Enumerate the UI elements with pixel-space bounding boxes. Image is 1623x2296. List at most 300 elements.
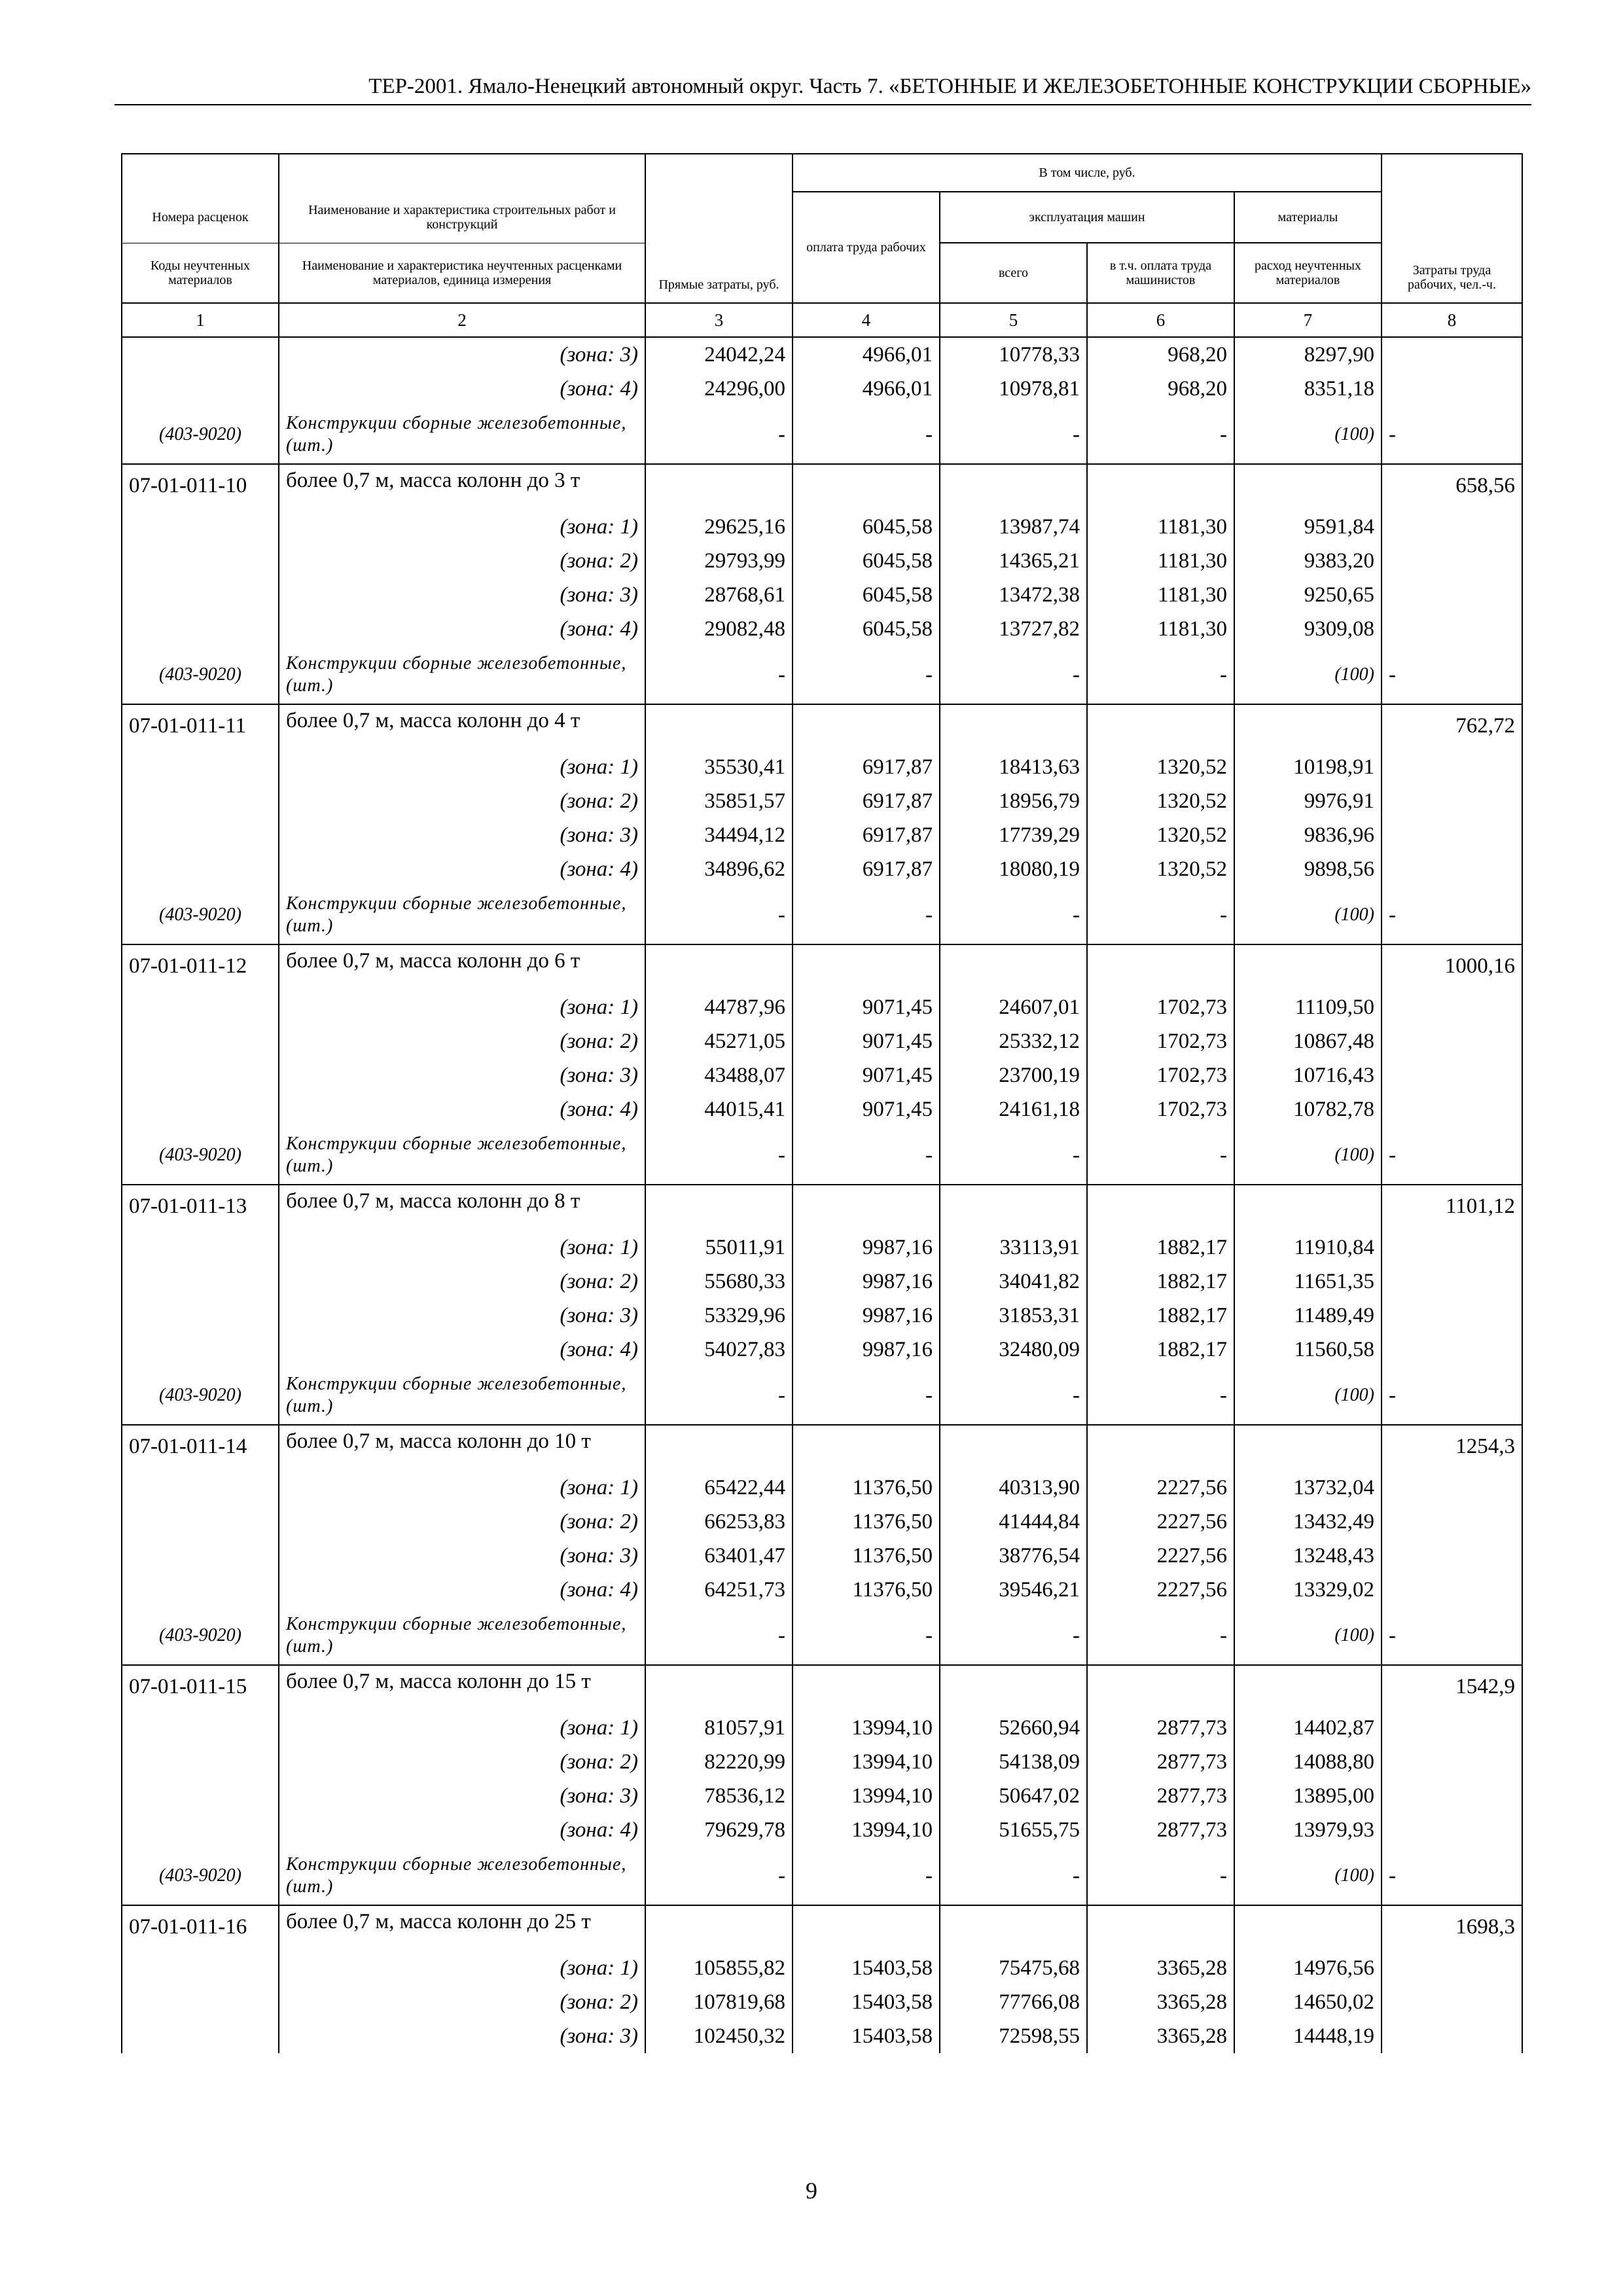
- machines-total-cell: 41444,84: [940, 1505, 1087, 1539]
- materials-cell: 9383,20: [1234, 544, 1382, 578]
- empty-cell: [793, 944, 940, 990]
- machines-total-cell: 51655,75: [940, 1813, 1087, 1847]
- zone-row: [122, 1573, 1522, 1607]
- empty-cell: [645, 704, 793, 750]
- direct-costs-cell: 55680,33: [645, 1265, 793, 1299]
- zone-label: (зона: 3): [279, 578, 645, 612]
- dash-cell: -: [793, 1126, 940, 1185]
- header-codes-top: Номера расценок: [122, 192, 279, 243]
- labor-costs-cell: [1382, 1505, 1522, 1539]
- direct-costs-cell: 28768,61: [645, 578, 793, 612]
- zone-row: [122, 1539, 1522, 1573]
- rate-title: более 0,7 м, масса колонн до 3 т: [279, 464, 645, 510]
- zone-row: [122, 818, 1522, 852]
- machines-labor-cell: 968,20: [1087, 337, 1234, 372]
- rate-code: 07-01-011-13: [122, 1185, 279, 1230]
- labor-pay-cell: 13994,10: [793, 1813, 940, 1847]
- dash-cell: -: [1087, 1126, 1234, 1185]
- empty-cell: [645, 1185, 793, 1230]
- zone-label: (зона: 2): [279, 1985, 645, 2019]
- empty-cell: [793, 704, 940, 750]
- zone-row: [122, 1058, 1522, 1092]
- machines-total-cell: 10978,81: [940, 372, 1087, 406]
- dash-cell: -: [1087, 1847, 1234, 1905]
- labor-costs-cell: [1382, 510, 1522, 544]
- dash-cell: -: [1382, 1607, 1522, 1665]
- material-row: [122, 1126, 1522, 1185]
- labor-costs-value: 658,56: [1382, 464, 1522, 510]
- labor-costs-cell: [1382, 1779, 1522, 1813]
- direct-costs-cell: 63401,47: [645, 1539, 793, 1573]
- rate-title-row: [122, 944, 1522, 990]
- material-row: [122, 1367, 1522, 1425]
- material-name: Конструкции сборные железобетонные, (шт.): [279, 886, 645, 944]
- material-name: Конструкции сборные железобетонные, (шт.): [279, 1607, 645, 1665]
- column-number: 4: [793, 303, 940, 337]
- machines-total-cell: 40313,90: [940, 1471, 1087, 1505]
- dash-cell: -: [940, 1126, 1087, 1185]
- labor-pay-cell: 6917,87: [793, 750, 940, 784]
- direct-costs-cell: 81057,91: [645, 1711, 793, 1745]
- zone-label: (зона: 3): [279, 818, 645, 852]
- empty-cell: [1234, 1905, 1382, 1951]
- machines-labor-cell: 1882,17: [1087, 1333, 1234, 1367]
- zone-row: [122, 990, 1522, 1024]
- empty-cell: [645, 464, 793, 510]
- rate-title: более 0,7 м, масса колонн до 4 т: [279, 704, 645, 750]
- material-consumption: (100): [1234, 406, 1382, 464]
- machines-labor-cell: 1320,52: [1087, 852, 1234, 886]
- machines-total-cell: 13727,82: [940, 612, 1087, 646]
- machines-labor-cell: 968,20: [1087, 372, 1234, 406]
- zone-label: (зона: 2): [279, 544, 645, 578]
- materials-cell: 9309,08: [1234, 612, 1382, 646]
- material-code: (403-9020): [122, 1847, 279, 1905]
- rate-title-row: [122, 1425, 1522, 1471]
- zone-row: [122, 1024, 1522, 1058]
- machines-total-cell: 14365,21: [940, 544, 1087, 578]
- direct-costs-cell: 54027,83: [645, 1333, 793, 1367]
- zone-label: (зона: 2): [279, 1745, 645, 1779]
- zone-row: [122, 852, 1522, 886]
- machines-total-cell: 24161,18: [940, 1092, 1087, 1126]
- machines-total-cell: 34041,82: [940, 1265, 1087, 1299]
- zone-label: (зона: 4): [279, 1333, 645, 1367]
- zone-row: [122, 544, 1522, 578]
- direct-costs-cell: 29625,16: [645, 510, 793, 544]
- dash-cell: -: [793, 1607, 940, 1665]
- labor-pay-cell: 13994,10: [793, 1779, 940, 1813]
- materials-cell: 9591,84: [1234, 510, 1382, 544]
- labor-pay-cell: 6045,58: [793, 544, 940, 578]
- code-cell: [122, 1505, 279, 1539]
- dash-cell: -: [1087, 1367, 1234, 1425]
- zone-row: [122, 372, 1522, 406]
- machines-labor-cell: 1882,17: [1087, 1230, 1234, 1265]
- code-cell: [122, 1985, 279, 2019]
- materials-cell: 9836,96: [1234, 818, 1382, 852]
- empty-cell: [1087, 464, 1234, 510]
- dash-cell: -: [1382, 1847, 1522, 1905]
- material-name: Конструкции сборные железобетонные, (шт.): [279, 1126, 645, 1185]
- code-cell: [122, 1539, 279, 1573]
- rate-title-row: [122, 1185, 1522, 1230]
- dash-cell: -: [1087, 1607, 1234, 1665]
- zone-label: (зона: 3): [279, 1539, 645, 1573]
- labor-costs-cell: [1382, 990, 1522, 1024]
- column-number: 6: [1087, 303, 1234, 337]
- dash-cell: -: [1087, 646, 1234, 704]
- machines-total-cell: 50647,02: [940, 1779, 1087, 1813]
- rate-code: 07-01-011-14: [122, 1425, 279, 1471]
- machines-labor-cell: 3365,28: [1087, 1951, 1234, 1985]
- dash-cell: -: [1382, 646, 1522, 704]
- code-cell: [122, 2019, 279, 2053]
- empty-cell: [940, 1425, 1087, 1471]
- empty-cell: [645, 1425, 793, 1471]
- code-cell: [122, 1471, 279, 1505]
- header-including: В том числе, руб.: [793, 154, 1382, 192]
- code-cell: [122, 337, 279, 372]
- labor-costs-value: 1542,9: [1382, 1665, 1522, 1711]
- machines-labor-cell: 2877,73: [1087, 1745, 1234, 1779]
- column-number: 8: [1382, 303, 1522, 337]
- direct-costs-cell: 24042,24: [645, 337, 793, 372]
- direct-costs-cell: 34896,62: [645, 852, 793, 886]
- header-machines-labor: в т.ч. оплата труда машинистов: [1087, 243, 1234, 303]
- labor-costs-cell: [1382, 372, 1522, 406]
- dash-cell: -: [1382, 886, 1522, 944]
- labor-pay-cell: 9071,45: [793, 1092, 940, 1126]
- zone-label: (зона: 4): [279, 852, 645, 886]
- material-consumption: (100): [1234, 1126, 1382, 1185]
- machines-total-cell: 10778,33: [940, 337, 1087, 372]
- zone-label: (зона: 4): [279, 372, 645, 406]
- materials-cell: 9250,65: [1234, 578, 1382, 612]
- code-cell: [122, 1230, 279, 1265]
- zone-label: (зона: 1): [279, 1471, 645, 1505]
- labor-costs-cell: [1382, 750, 1522, 784]
- materials-cell: 11651,35: [1234, 1265, 1382, 1299]
- dash-cell: -: [940, 1607, 1087, 1665]
- rate-code: 07-01-011-10: [122, 464, 279, 510]
- materials-cell: 14650,02: [1234, 1985, 1382, 2019]
- machines-total-cell: 17739,29: [940, 818, 1087, 852]
- code-cell: [122, 1265, 279, 1299]
- header-name-top: Наименование и характеристика строительных работ и конструкций: [279, 192, 645, 243]
- labor-pay-cell: 9987,16: [793, 1299, 940, 1333]
- zone-row: [122, 1230, 1522, 1265]
- direct-costs-cell: 43488,07: [645, 1058, 793, 1092]
- materials-cell: 11489,49: [1234, 1299, 1382, 1333]
- machines-total-cell: 18080,19: [940, 852, 1087, 886]
- machines-total-cell: 32480,09: [940, 1333, 1087, 1367]
- labor-costs-cell: [1382, 1299, 1522, 1333]
- direct-costs-cell: 35851,57: [645, 784, 793, 818]
- labor-costs-cell: [1382, 1813, 1522, 1847]
- machines-labor-cell: 2877,73: [1087, 1711, 1234, 1745]
- zone-row: [122, 337, 1522, 372]
- labor-costs-cell: [1382, 337, 1522, 372]
- column-number: 5: [940, 303, 1087, 337]
- zone-label: (зона: 1): [279, 1711, 645, 1745]
- machines-labor-cell: 1181,30: [1087, 544, 1234, 578]
- header-name-bottom: Наименование и характеристика неучтенных расценками материалов, единица измерения: [279, 243, 645, 303]
- code-cell: [122, 612, 279, 646]
- zone-row: [122, 578, 1522, 612]
- labor-pay-cell: 9071,45: [793, 1024, 940, 1058]
- machines-total-cell: 13987,74: [940, 510, 1087, 544]
- labor-pay-cell: 9987,16: [793, 1230, 940, 1265]
- dash-cell: -: [645, 1367, 793, 1425]
- zone-label: (зона: 2): [279, 1505, 645, 1539]
- labor-costs-cell: [1382, 1024, 1522, 1058]
- empty-cell: [1234, 944, 1382, 990]
- material-name: Конструкции сборные железобетонные, (шт.): [279, 646, 645, 704]
- dash-cell: -: [940, 646, 1087, 704]
- header-empty-cell: [645, 154, 793, 192]
- direct-costs-cell: 35530,41: [645, 750, 793, 784]
- machines-labor-cell: 1181,30: [1087, 578, 1234, 612]
- machines-labor-cell: 3365,28: [1087, 1985, 1234, 2019]
- machines-labor-cell: 1702,73: [1087, 1092, 1234, 1126]
- labor-pay-cell: 15403,58: [793, 2019, 940, 2053]
- code-cell: [122, 1299, 279, 1333]
- header-labor-pay: оплата труда рабочих: [793, 192, 940, 303]
- material-consumption: (100): [1234, 1607, 1382, 1665]
- direct-costs-cell: 24296,00: [645, 372, 793, 406]
- labor-costs-value: 762,72: [1382, 704, 1522, 750]
- zone-label: (зона: 1): [279, 1951, 645, 1985]
- empty-cell: [940, 464, 1087, 510]
- labor-costs-value: 1254,3: [1382, 1425, 1522, 1471]
- zone-row: [122, 1711, 1522, 1745]
- zone-label: (зона: 1): [279, 750, 645, 784]
- materials-cell: 10716,43: [1234, 1058, 1382, 1092]
- code-cell: [122, 1813, 279, 1847]
- direct-costs-cell: 55011,91: [645, 1230, 793, 1265]
- rate-code: 07-01-011-16: [122, 1905, 279, 1951]
- machines-total-cell: 25332,12: [940, 1024, 1087, 1058]
- dash-cell: -: [1087, 406, 1234, 464]
- machines-labor-cell: 1320,52: [1087, 784, 1234, 818]
- direct-costs-cell: 65422,44: [645, 1471, 793, 1505]
- labor-costs-cell: [1382, 818, 1522, 852]
- labor-pay-cell: 9987,16: [793, 1333, 940, 1367]
- header-empty-cell: [1382, 154, 1522, 192]
- material-code: (403-9020): [122, 1607, 279, 1665]
- empty-cell: [1087, 944, 1234, 990]
- material-name: Конструкции сборные железобетонные, (шт.): [279, 1367, 645, 1425]
- machines-labor-cell: 1320,52: [1087, 818, 1234, 852]
- materials-cell: 11910,84: [1234, 1230, 1382, 1265]
- direct-costs-cell: 64251,73: [645, 1573, 793, 1607]
- direct-costs-cell: 107819,68: [645, 1985, 793, 2019]
- materials-cell: 8297,90: [1234, 337, 1382, 372]
- rate-code: 07-01-011-12: [122, 944, 279, 990]
- header-direct-costs: Прямые затраты, руб.: [645, 192, 793, 303]
- machines-labor-cell: 2877,73: [1087, 1779, 1234, 1813]
- page-number: 9: [806, 2178, 817, 2204]
- machines-labor-cell: 2877,73: [1087, 1813, 1234, 1847]
- labor-pay-cell: 11376,50: [793, 1539, 940, 1573]
- labor-costs-cell: [1382, 578, 1522, 612]
- code-cell: [122, 544, 279, 578]
- direct-costs-cell: 44787,96: [645, 990, 793, 1024]
- material-consumption: (100): [1234, 646, 1382, 704]
- empty-cell: [1234, 704, 1382, 750]
- rate-title: более 0,7 м, масса колонн до 6 т: [279, 944, 645, 990]
- machines-labor-cell: 1882,17: [1087, 1299, 1234, 1333]
- dash-cell: -: [645, 886, 793, 944]
- column-number: 2: [279, 303, 645, 337]
- empty-cell: [793, 464, 940, 510]
- labor-pay-cell: 4966,01: [793, 372, 940, 406]
- dash-cell: -: [645, 1126, 793, 1185]
- machines-total-cell: 52660,94: [940, 1711, 1087, 1745]
- rate-title: более 0,7 м, масса колонн до 8 т: [279, 1185, 645, 1230]
- code-cell: [122, 1779, 279, 1813]
- header-machines-total: всего: [940, 243, 1087, 303]
- labor-costs-cell: [1382, 2019, 1522, 2053]
- machines-total-cell: 18956,79: [940, 784, 1087, 818]
- labor-costs-value: 1698,3: [1382, 1905, 1522, 1951]
- code-cell: [122, 372, 279, 406]
- labor-costs-cell: [1382, 1951, 1522, 1985]
- material-row: [122, 886, 1522, 944]
- empty-cell: [940, 944, 1087, 990]
- labor-costs-value: 1000,16: [1382, 944, 1522, 990]
- empty-cell: [1234, 1425, 1382, 1471]
- header-empty-cell: [279, 154, 645, 192]
- labor-pay-cell: 15403,58: [793, 1985, 940, 2019]
- materials-cell: 11109,50: [1234, 990, 1382, 1024]
- header-labor-costs: Затраты труда рабочих, чел.-ч.: [1382, 192, 1522, 303]
- material-code: (403-9020): [122, 406, 279, 464]
- machines-total-cell: 13472,38: [940, 578, 1087, 612]
- machines-total-cell: 77766,08: [940, 1985, 1087, 2019]
- direct-costs-cell: 45271,05: [645, 1024, 793, 1058]
- column-number: 1: [122, 303, 279, 337]
- materials-cell: 13248,43: [1234, 1539, 1382, 1573]
- zone-label: (зона: 3): [279, 1779, 645, 1813]
- empty-cell: [645, 1665, 793, 1711]
- rate-code: 07-01-011-15: [122, 1665, 279, 1711]
- labor-costs-cell: [1382, 1230, 1522, 1265]
- code-cell: [122, 1745, 279, 1779]
- machines-labor-cell: 2227,56: [1087, 1539, 1234, 1573]
- labor-costs-cell: [1382, 1333, 1522, 1367]
- empty-cell: [645, 944, 793, 990]
- rate-title: более 0,7 м, масса колонн до 25 т: [279, 1905, 645, 1951]
- zone-row: [122, 1779, 1522, 1813]
- machines-labor-cell: 1181,30: [1087, 612, 1234, 646]
- machines-labor-cell: 2227,56: [1087, 1505, 1234, 1539]
- machines-labor-cell: 2227,56: [1087, 1471, 1234, 1505]
- materials-cell: 9898,56: [1234, 852, 1382, 886]
- zone-label: (зона: 2): [279, 1265, 645, 1299]
- labor-pay-cell: 9071,45: [793, 990, 940, 1024]
- materials-cell: 11560,58: [1234, 1333, 1382, 1367]
- rate-title-row: [122, 1905, 1522, 1951]
- table-body: [122, 337, 1522, 2053]
- machines-total-cell: 18413,63: [940, 750, 1087, 784]
- code-cell: [122, 852, 279, 886]
- dash-cell: -: [645, 1847, 793, 1905]
- material-consumption: (100): [1234, 1847, 1382, 1905]
- empty-cell: [793, 1665, 940, 1711]
- materials-cell: 14088,80: [1234, 1745, 1382, 1779]
- materials-cell: 14448,19: [1234, 2019, 1382, 2053]
- labor-costs-cell: [1382, 1745, 1522, 1779]
- labor-pay-cell: 15403,58: [793, 1951, 940, 1985]
- code-cell: [122, 1333, 279, 1367]
- zone-label: (зона: 4): [279, 1813, 645, 1847]
- zone-label: (зона: 3): [279, 1299, 645, 1333]
- code-cell: [122, 750, 279, 784]
- header-codes-bottom: Коды неучтенных материалов: [122, 243, 279, 303]
- column-number: 3: [645, 303, 793, 337]
- machines-total-cell: 33113,91: [940, 1230, 1087, 1265]
- labor-pay-cell: 6917,87: [793, 818, 940, 852]
- zone-row: [122, 784, 1522, 818]
- zone-label: (зона: 3): [279, 337, 645, 372]
- machines-total-cell: 24607,01: [940, 990, 1087, 1024]
- materials-cell: 13979,93: [1234, 1813, 1382, 1847]
- zone-row: [122, 1813, 1522, 1847]
- labor-costs-cell: [1382, 612, 1522, 646]
- machines-total-cell: 39546,21: [940, 1573, 1087, 1607]
- rate-title-row: [122, 1665, 1522, 1711]
- header-empty-cell: [122, 154, 279, 192]
- zone-label: (зона: 1): [279, 1230, 645, 1265]
- empty-cell: [1087, 704, 1234, 750]
- dash-cell: -: [645, 406, 793, 464]
- code-cell: [122, 1024, 279, 1058]
- material-name: Конструкции сборные железобетонные, (шт.): [279, 406, 645, 464]
- code-cell: [122, 578, 279, 612]
- direct-costs-cell: 44015,41: [645, 1092, 793, 1126]
- table-header: [122, 154, 1522, 337]
- labor-costs-cell: [1382, 1539, 1522, 1573]
- zone-label: (зона: 4): [279, 612, 645, 646]
- labor-costs-cell: [1382, 1265, 1522, 1299]
- empty-cell: [1087, 1185, 1234, 1230]
- labor-costs-cell: [1382, 1711, 1522, 1745]
- empty-cell: [793, 1905, 940, 1951]
- materials-cell: 10198,91: [1234, 750, 1382, 784]
- zone-row: [122, 1299, 1522, 1333]
- zone-label: (зона: 1): [279, 510, 645, 544]
- labor-pay-cell: 13994,10: [793, 1745, 940, 1779]
- header-materials: материалы: [1234, 192, 1382, 243]
- zone-label: (зона: 3): [279, 2019, 645, 2053]
- code-cell: [122, 510, 279, 544]
- labor-pay-cell: 6045,58: [793, 612, 940, 646]
- labor-costs-cell: [1382, 1058, 1522, 1092]
- direct-costs-cell: 29793,99: [645, 544, 793, 578]
- material-row: [122, 406, 1522, 464]
- machines-total-cell: 31853,31: [940, 1299, 1087, 1333]
- labor-pay-cell: 11376,50: [793, 1471, 940, 1505]
- direct-costs-cell: 79629,78: [645, 1813, 793, 1847]
- rate-title: более 0,7 м, масса колонн до 10 т: [279, 1425, 645, 1471]
- machines-total-cell: 23700,19: [940, 1058, 1087, 1092]
- zone-label: (зона: 1): [279, 990, 645, 1024]
- zone-row: [122, 750, 1522, 784]
- empty-cell: [793, 1185, 940, 1230]
- labor-pay-cell: 11376,50: [793, 1573, 940, 1607]
